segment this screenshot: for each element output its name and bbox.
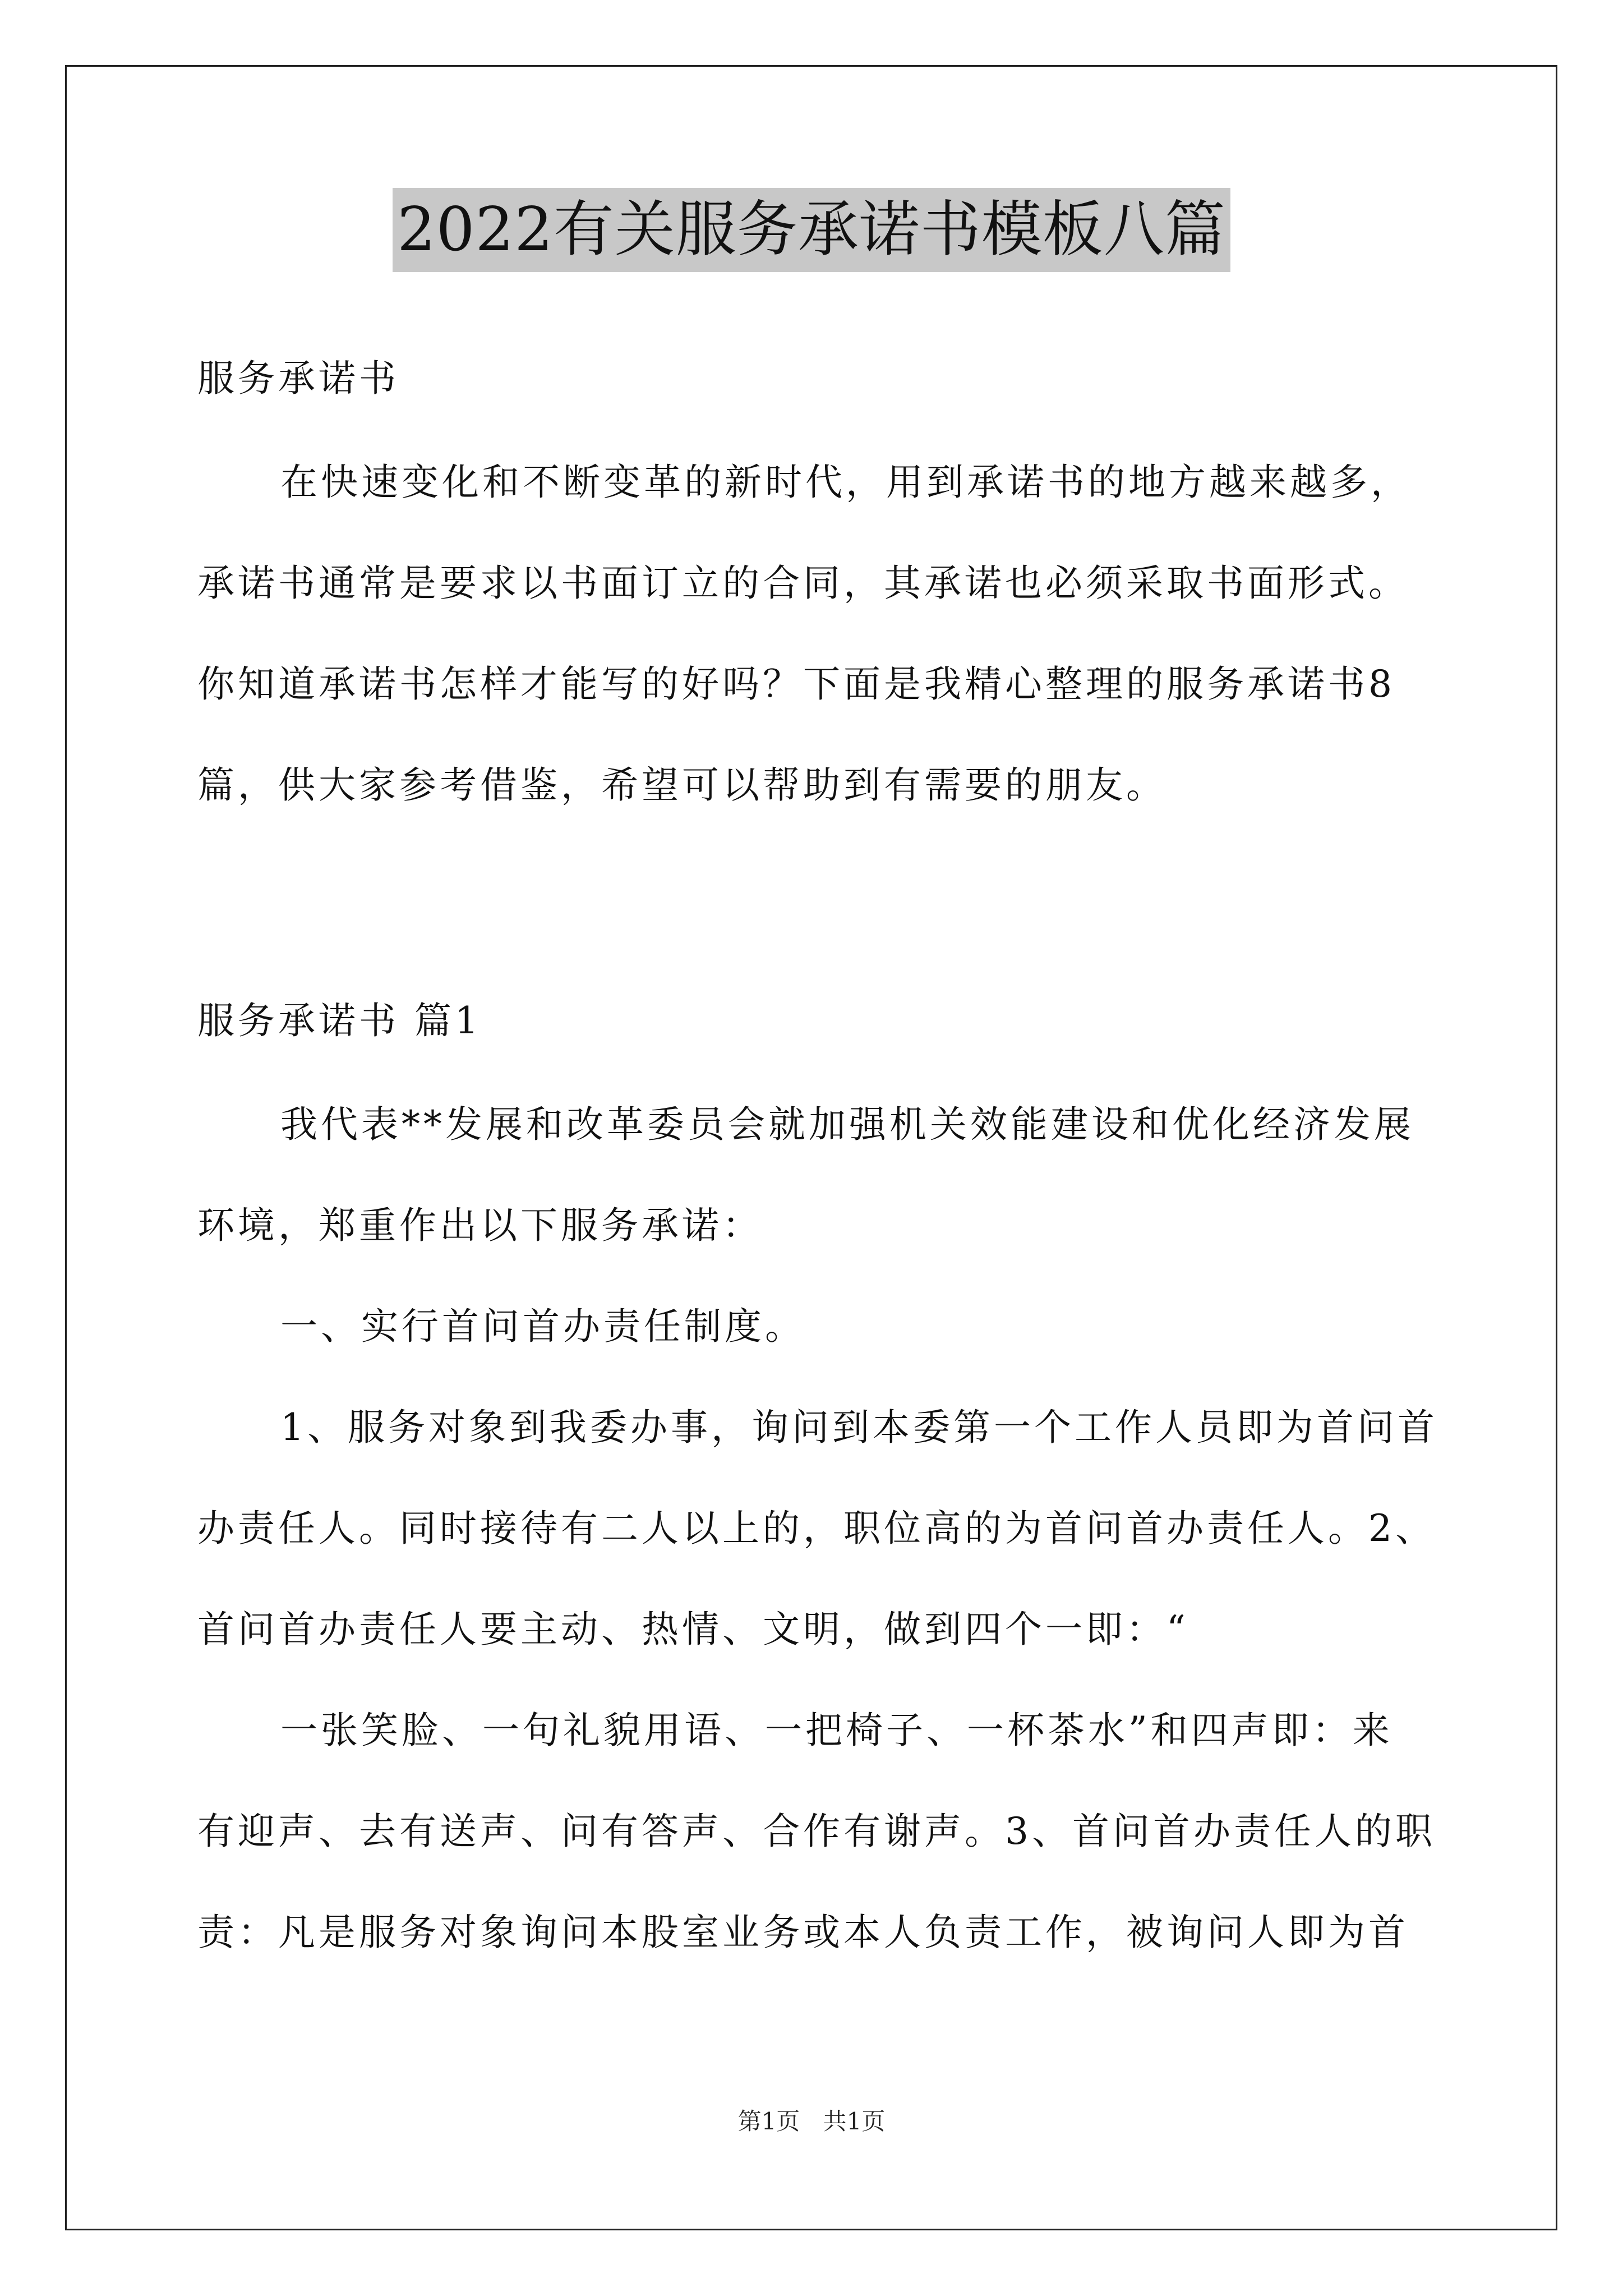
paragraph-line: 1、服务对象到我委办事，询问到本委第一个工作人员即为首问首 bbox=[280, 1406, 1438, 1449]
page-total: 共1页 bbox=[823, 2108, 886, 2135]
paragraph-line: 首问首办责任人要主动、热情、文明，做到四个一即：“ bbox=[197, 1608, 1189, 1651]
paragraph-line: 办责任人。同时接待有二人以上的，职位高的为首问首办责任人。2、 bbox=[197, 1507, 1436, 1550]
title-container bbox=[0, 188, 1623, 272]
paragraph-line: 环境，郑重作出以下服务承诺： bbox=[197, 1204, 763, 1247]
document-title: 2022有关服务承诺书模板八篇 bbox=[393, 188, 1230, 272]
section-heading: 服务承诺书 篇1 bbox=[197, 999, 482, 1042]
paragraph-line: 篇，供大家参考借鉴，希望可以帮助到有需要的朋友。 bbox=[197, 763, 1166, 807]
paragraph-line: 一、实行首问首办责任制度。 bbox=[280, 1305, 805, 1348]
paragraph-line: 在快速变化和不断变革的新时代，用到承诺书的地方越来越多， bbox=[280, 461, 1411, 504]
section-heading: 服务承诺书 bbox=[197, 357, 399, 400]
page-number: 第1页 bbox=[737, 2108, 800, 2135]
paragraph-line: 我代表**发展和改革委员会就加强机关效能建设和优化经济发展 bbox=[280, 1103, 1414, 1146]
paragraph-line: 一张笑脸、一句礼貌用语、一把椅子、一杯茶水”和四声即：来 bbox=[280, 1709, 1393, 1752]
page-footer bbox=[0, 2105, 1623, 2138]
paragraph-line: 你知道承诺书怎样才能写的好吗？下面是我精心整理的服务承诺书8 bbox=[197, 662, 1395, 706]
paragraph-line: 有迎声、去有送声、问有答声、合作有谢声。3、首问首办责任人的职 bbox=[197, 1810, 1436, 1853]
paragraph-line: 责：凡是服务对象询问本股室业务或本人负责工作，被询问人即为首 bbox=[197, 1911, 1409, 1954]
paragraph-line: 承诺书通常是要求以书面订立的合同，其承诺也必须采取书面形式。 bbox=[197, 562, 1409, 605]
